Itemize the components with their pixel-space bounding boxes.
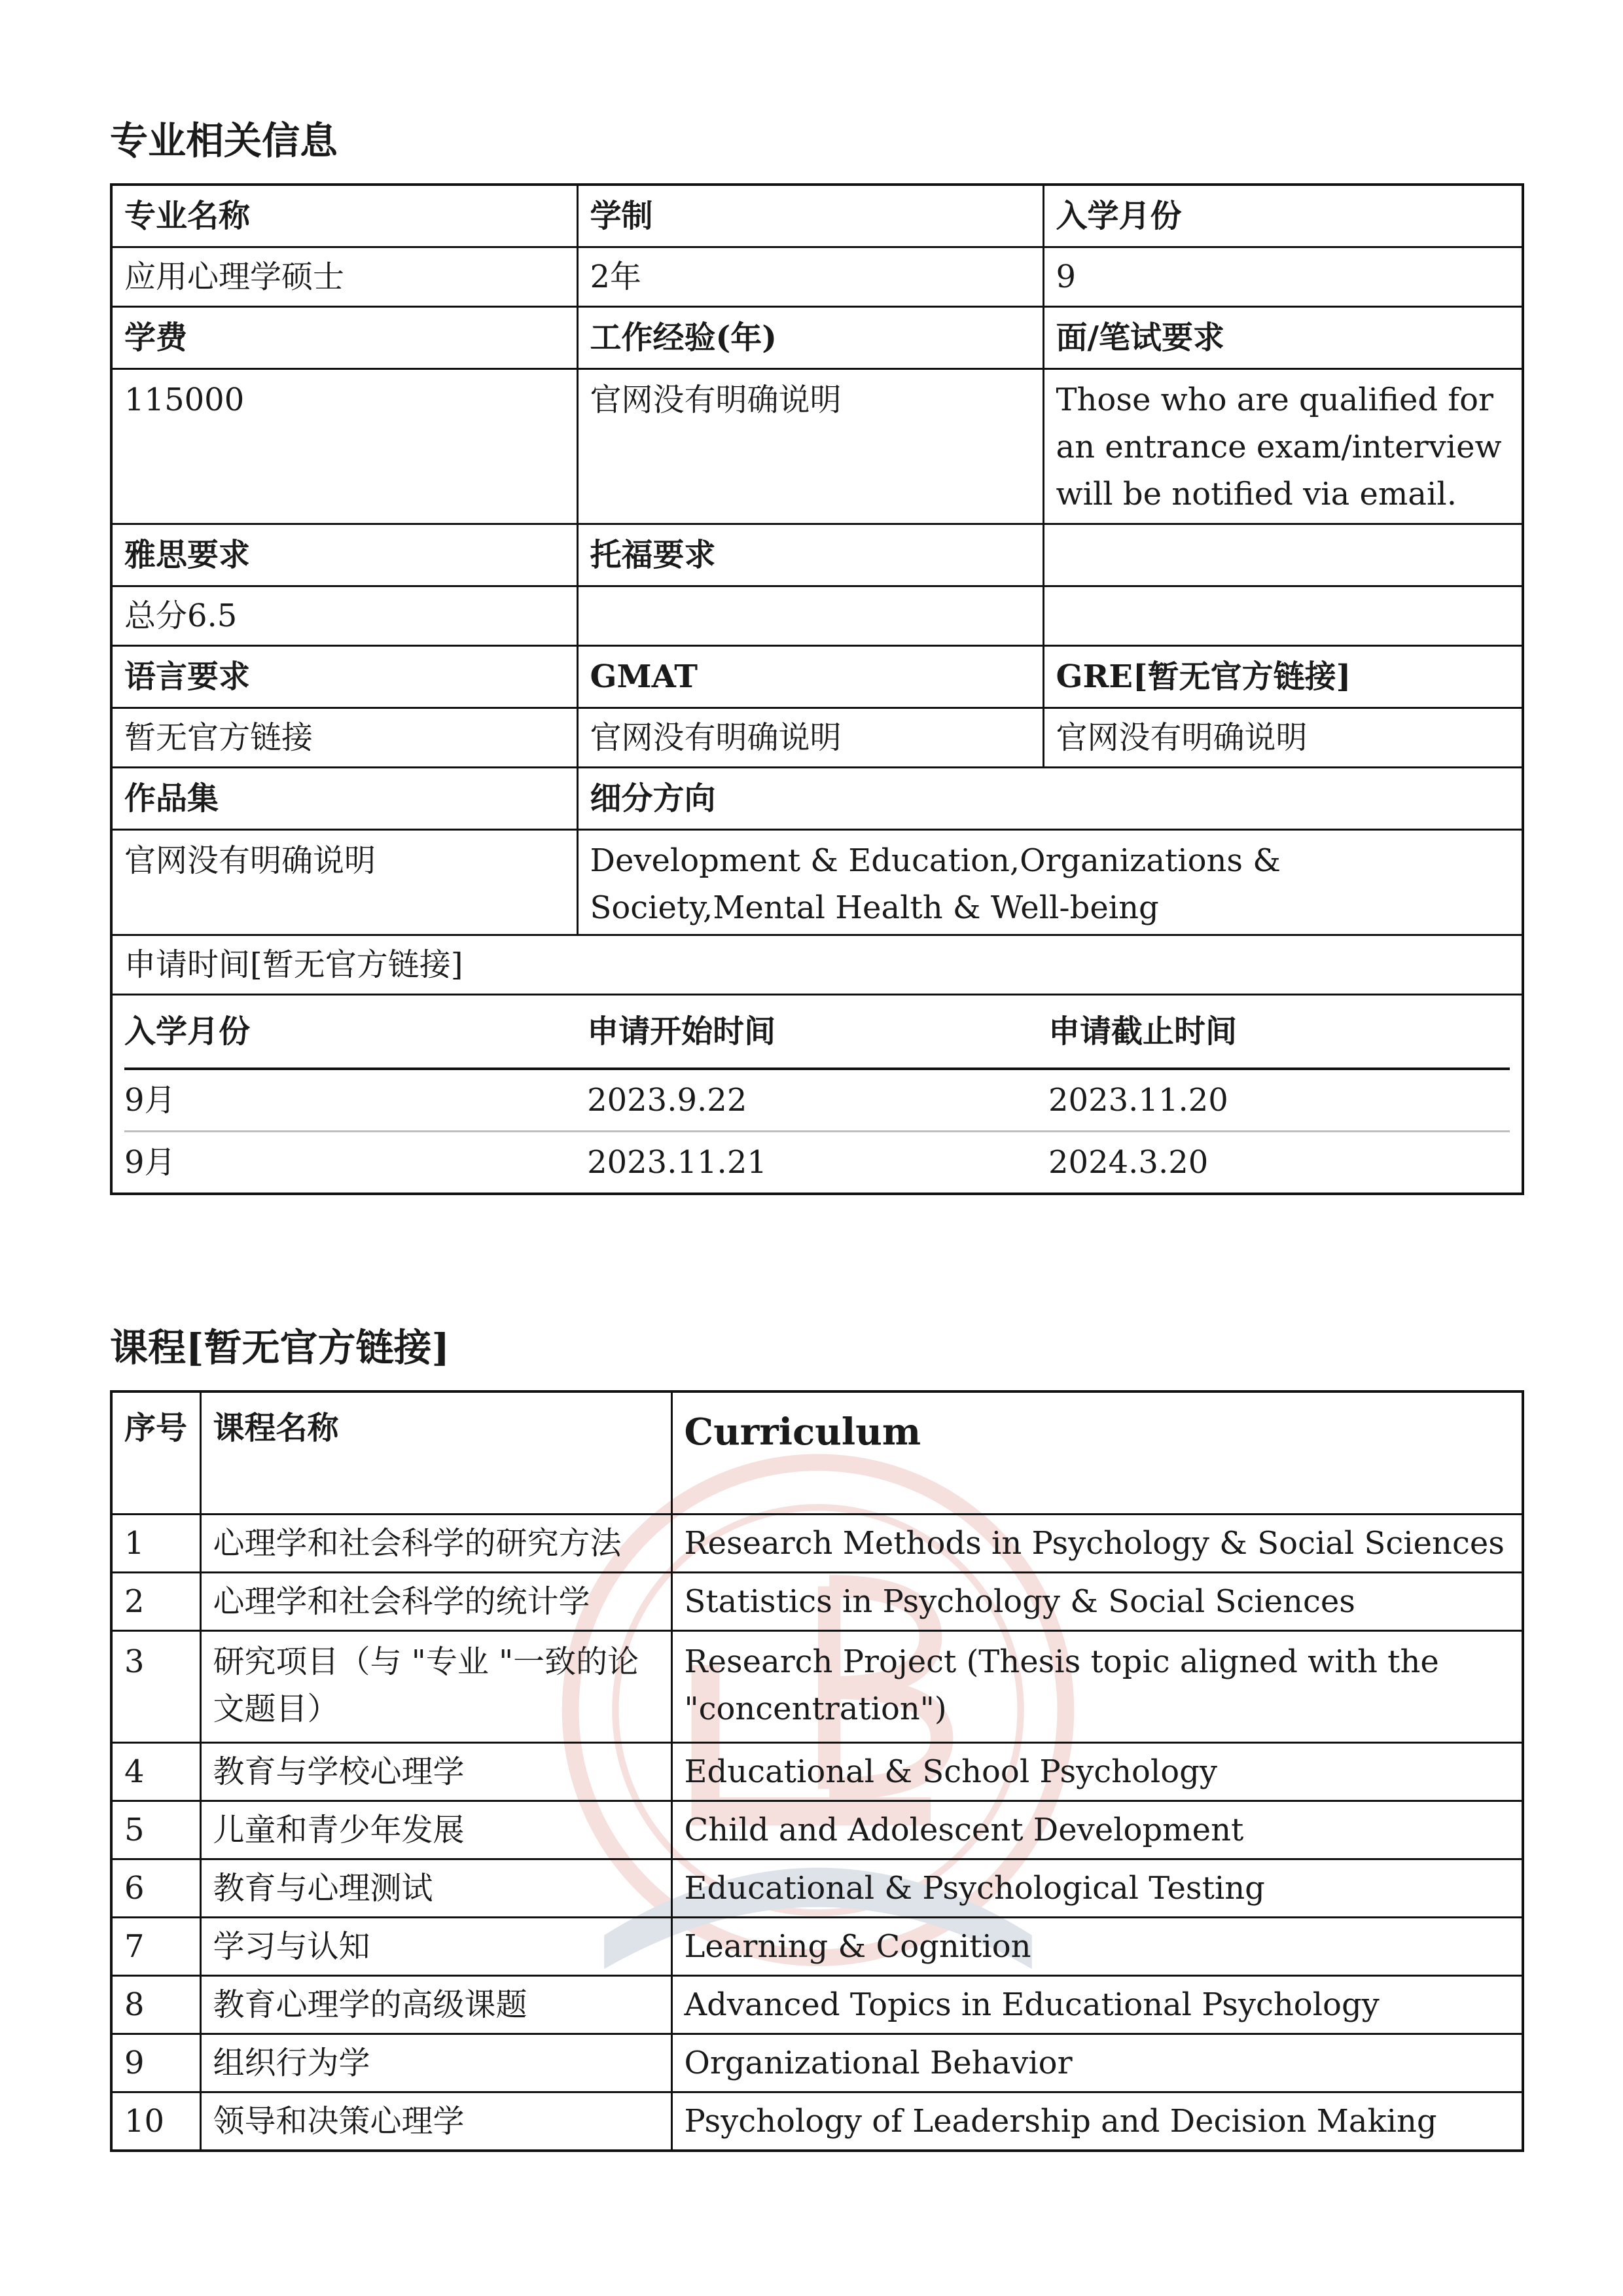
apply-intake-value: 9月 [124, 1069, 587, 1132]
course-row [111, 1918, 1523, 1976]
curriculum-header: Curriculum [671, 1391, 1523, 1515]
course-name-en: Research Project (Thesis topic aligned with the "concentration") [671, 1631, 1523, 1743]
ielts-header: 雅思要求 [111, 524, 577, 586]
course-row [111, 1801, 1523, 1859]
application-date-row [124, 1069, 1510, 1132]
course-table [110, 1390, 1524, 2152]
course-name-en: Educational & Psychological Testing [671, 1859, 1523, 1918]
course-row [111, 2092, 1523, 2151]
course-name-cn: 教育与学校心理学 [200, 1743, 671, 1801]
application-date-row [124, 1132, 1510, 1193]
major-name-header: 专业名称 [111, 185, 577, 247]
apply-deadline-value: 2024.3.20 [1048, 1144, 1209, 1181]
course-name-en: Learning & Cognition [671, 1918, 1523, 1976]
intake-month-value: 9 [1043, 247, 1523, 307]
course-name-en: Research Methods in Psychology & Social Sciences [671, 1515, 1523, 1573]
application-header-row [124, 996, 1510, 1069]
course-index: 8 [111, 1976, 200, 2034]
gre-value: 官网没有明确说明 [1043, 708, 1523, 768]
info-header-row [111, 185, 1523, 247]
info-value-row [111, 586, 1523, 646]
tuition-header: 学费 [111, 307, 577, 369]
course-row [111, 1976, 1523, 2034]
course-row [111, 1859, 1523, 1918]
duration-header: 学制 [577, 185, 1043, 247]
application-row [111, 935, 1523, 1194]
course-name-cn: 心理学和社会科学的统计学 [200, 1573, 671, 1631]
info-value-row [111, 830, 1523, 935]
major-info-table [110, 183, 1524, 1195]
concentrations-header: 细分方向 [577, 768, 1523, 830]
course-name-en: Statistics in Psychology & Social Sciences [671, 1573, 1523, 1631]
course-name-cn: 领导和决策心理学 [200, 2092, 671, 2151]
index-header: 序号 [111, 1391, 200, 1515]
course-name-en: Child and Adolescent Development [671, 1801, 1523, 1859]
apply-start-header: 申请开始时间 [587, 996, 1048, 1069]
course-index: 10 [111, 2092, 200, 2151]
info-header-row [111, 524, 1523, 586]
work-experience-header: 工作经验(年) [577, 307, 1043, 369]
apply-deadline-value: 2023.11.20 [1048, 1069, 1510, 1132]
portfolio-value: 官网没有明确说明 [111, 830, 577, 935]
info-value-row [111, 708, 1523, 768]
info-header-row [111, 768, 1523, 830]
work-experience-value: 官网没有明确说明 [577, 369, 1043, 524]
application-title: 申请时间[暂无官方链接] [113, 936, 1522, 996]
course-name-cn: 学习与认知 [200, 1918, 671, 1976]
empty-header-cell [1043, 524, 1523, 586]
course-index: 2 [111, 1573, 200, 1631]
course-index: 9 [111, 2034, 200, 2092]
intake-month-header: 入学月份 [1043, 185, 1523, 247]
course-row [111, 1743, 1523, 1801]
apply-intake-value: 9月 [124, 1144, 176, 1181]
course-index: 7 [111, 1918, 200, 1976]
course-name-cn: 教育与心理测试 [200, 1859, 671, 1918]
course-header-row [111, 1391, 1523, 1515]
application-dates-table [124, 996, 1510, 1193]
info-value-row [111, 247, 1523, 307]
course-row [111, 2034, 1523, 2092]
course-index: 1 [111, 1515, 200, 1573]
course-name-cn: 儿童和青少年发展 [200, 1801, 671, 1859]
apply-intake-header: 入学月份 [124, 996, 587, 1069]
course-name-cn: 教育心理学的高级课题 [200, 1976, 671, 2034]
portfolio-header: 作品集 [111, 768, 577, 830]
duration-value: 2年 [577, 247, 1043, 307]
toefl-header: 托福要求 [577, 524, 1043, 586]
apply-start-value: 2023.11.21 [587, 1144, 767, 1181]
gre-header: GRE[暂无官方链接] [1043, 646, 1523, 708]
gmat-header: GMAT [577, 646, 1043, 708]
course-index: 6 [111, 1859, 200, 1918]
application-cell [111, 935, 1523, 1194]
course-section-title: 课程[暂无官方链接] [110, 1325, 450, 1370]
course-name-en: Organizational Behavior [671, 2034, 1523, 2092]
course-name-cn: 研究项目（与 "专业 "一致的论文题目） [200, 1631, 671, 1743]
course-row [111, 1631, 1523, 1743]
course-name-en: Psychology of Leadership and Decision Making [671, 2092, 1523, 2151]
interview-requirement-value: Those who are qualified for an entrance exam/interview will be notified via email. [1043, 369, 1523, 524]
concentrations-value: Development & Education,Organizations & Society,Mental Health & Well-being [577, 830, 1523, 935]
apply-deadline-header: 申请截止时间 [1048, 996, 1510, 1069]
course-name-en: Educational & School Psychology [671, 1743, 1523, 1801]
apply-start-value: 2023.9.22 [587, 1069, 1048, 1132]
course-index: 3 [111, 1631, 200, 1743]
toefl-value [577, 586, 1043, 646]
course-name-cn: 组织行为学 [200, 2034, 671, 2092]
course-row [111, 1515, 1523, 1573]
course-name-cn: 心理学和社会科学的研究方法 [200, 1515, 671, 1573]
interview-requirement-header: 面/笔试要求 [1043, 307, 1523, 369]
language-requirement-header: 语言要求 [111, 646, 577, 708]
major-name-value: 应用心理学硕士 [111, 247, 577, 307]
course-row [111, 1573, 1523, 1631]
course-name-header: 课程名称 [200, 1391, 671, 1515]
major-section-title: 专业相关信息 [110, 118, 338, 163]
info-header-row [111, 307, 1523, 369]
course-name-en: Advanced Topics in Educational Psychology [671, 1976, 1523, 2034]
ielts-value: 总分6.5 [111, 586, 577, 646]
gmat-value: 官网没有明确说明 [577, 708, 1043, 768]
language-requirement-value: 暂无官方链接 [111, 708, 577, 768]
info-header-row [111, 646, 1523, 708]
empty-value-cell [1043, 586, 1523, 646]
tuition-value: 115000 [111, 369, 577, 524]
course-index: 5 [111, 1801, 200, 1859]
info-value-row [111, 369, 1523, 524]
course-index: 4 [111, 1743, 200, 1801]
